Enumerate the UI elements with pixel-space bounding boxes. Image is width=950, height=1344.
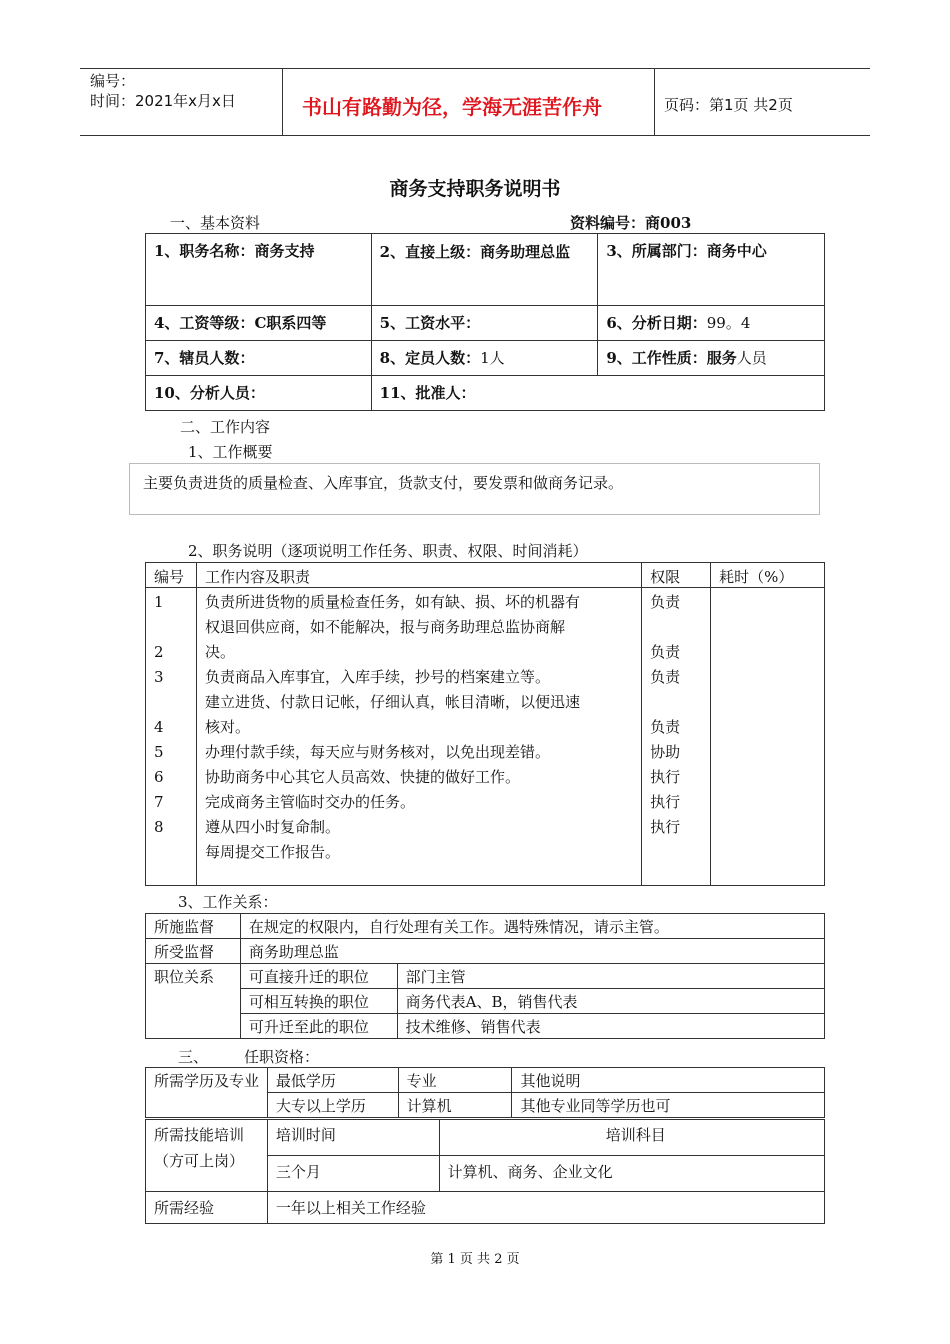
duty-number: 6 <box>154 768 164 786</box>
duty-authority-cell <box>642 588 711 886</box>
duty-content-cell <box>196 588 641 886</box>
supervised-label: 所受监督 <box>146 939 241 964</box>
edu-major-value: 计算机 <box>398 1093 512 1118</box>
salary-level-cell: 5、工资水平： <box>371 306 598 341</box>
duty-line: 权退回供应商，如不能解决，报与商务助理总监协商解 <box>204 618 565 636</box>
duty-number: 8 <box>154 818 164 836</box>
duty-authority: 负责 <box>650 668 681 686</box>
duty-time-cell <box>711 588 825 886</box>
edu-header-major: 专业 <box>398 1068 512 1093</box>
header-divider <box>282 68 283 135</box>
duty-authority <box>650 615 710 640</box>
duties-header-time: 耗时（%） <box>711 563 825 588</box>
work-nature-cell <box>598 341 825 376</box>
duty-number: 4 <box>154 718 164 736</box>
duty-authority: 协助 <box>650 743 681 761</box>
training-header-time: 培训时间 <box>267 1120 439 1156</box>
edu-label: 所需学历及专业 <box>146 1068 268 1118</box>
duty-number <box>154 615 196 640</box>
department-cell: 3、所属部门：商务中心 <box>598 234 825 306</box>
training-header-subject: 培训科目 <box>439 1120 824 1156</box>
supervise-text: 在规定的权限内，自行处理有关工作。遇特殊情况，请示主管。 <box>240 914 824 939</box>
document-title: 商务支持职务说明书 <box>389 178 561 200</box>
duty-line: 遵从四小时复命制。 <box>204 818 340 836</box>
section2-heading: 二、工作内容 <box>180 418 271 436</box>
duty-number: 3 <box>154 668 164 686</box>
training-subject-value: 计算机、商务、企业文化 <box>439 1156 824 1192</box>
edu-other-value: 其他专业同等学历也可 <box>512 1093 825 1118</box>
position-key: 可升迁至此的职位 <box>240 1014 397 1039</box>
subordinates-cell: 7、辖员人数： <box>146 341 372 376</box>
position-key: 可相互转换的职位 <box>240 989 397 1014</box>
duties-table <box>145 562 825 886</box>
duty-authority: 负责 <box>650 593 681 611</box>
work-nature-suffix: 人员 <box>736 349 767 367</box>
page-indicator: 页码：第1页 共2页 <box>664 96 793 114</box>
experience-label: 所需经验 <box>146 1192 268 1224</box>
duty-number: 2 <box>154 643 164 661</box>
position-value: 商务代表A、B，销售代表 <box>397 989 824 1014</box>
duty-line: 核对。 <box>204 718 250 736</box>
supervised-text: 商务助理总监 <box>240 939 824 964</box>
salary-grade-cell: 4、工资等级：C职系四等 <box>146 306 372 341</box>
duty-number: 5 <box>154 743 164 761</box>
overview-text: 主要负责进货的质量检查、入库事宜，货款支付，要发票和做商务记录。 <box>143 474 624 492</box>
supervise-label: 所施监督 <box>146 914 241 939</box>
analysis-date-cell <box>598 306 825 341</box>
overview-box <box>129 463 820 515</box>
basic-info-table <box>145 233 825 411</box>
page-footer: 第 1 页 共 2 页 <box>430 1252 520 1267</box>
header-motto: 书山有路勤为径，学海无涯苦作舟 <box>302 95 602 119</box>
position-label: 职位关系 <box>146 964 241 1039</box>
headcount-label: 8、定员人数： <box>379 349 481 367</box>
position-value: 部门主管 <box>397 964 824 989</box>
duty-line: 决。 <box>204 643 235 661</box>
relations-heading: 3、工作关系： <box>178 893 278 911</box>
duties-header-authority: 权限 <box>642 563 711 588</box>
duty-number: 7 <box>154 793 164 811</box>
analyst-cell: 10、分析人员： <box>146 376 372 411</box>
qualifications-table-experience <box>145 1191 825 1224</box>
duty-authority: 执行 <box>650 793 681 811</box>
headcount-cell <box>371 341 598 376</box>
qualifications-table-training <box>145 1119 825 1192</box>
work-nature-label: 9、工作性质：服务 <box>606 349 737 367</box>
qualifications-table-edu <box>145 1067 825 1118</box>
superior-cell: 2、直接上级：商务助理总监 <box>371 234 598 306</box>
doc-code-label: 编号： <box>90 72 136 90</box>
doc-time-label: 时间：2021年x月x日 <box>90 92 236 110</box>
duty-line: 负责所进货物的质量检查任务，如有缺、损、坏的机器有 <box>204 593 580 611</box>
duty-line: 建立进货、付款日记帐，仔细认真，帐目清晰，以便迅速 <box>204 693 580 711</box>
section3-heading-number: 三、 <box>178 1048 209 1066</box>
empty-cell <box>598 376 825 411</box>
reference-number: 资料编号：商003 <box>570 214 692 232</box>
duty-line: 每周提交工作报告。 <box>204 843 340 861</box>
duty-line: 完成商务主管临时交办的任务。 <box>204 793 415 811</box>
section1-heading: 一、基本资料 <box>170 214 261 232</box>
header-divider <box>654 68 655 135</box>
edu-header-min: 最低学历 <box>267 1068 398 1093</box>
section3-heading-text: 任职资格： <box>244 1048 320 1066</box>
duties-header-no: 编号 <box>146 563 197 588</box>
duty-authority <box>650 690 710 715</box>
overview-heading: 1、工作概要 <box>188 443 273 461</box>
duty-authority: 执行 <box>650 818 681 836</box>
duty-authority: 负责 <box>650 718 681 736</box>
duties-header-content: 工作内容及职责 <box>196 563 641 588</box>
approver-cell: 11、批准人： <box>371 376 598 411</box>
position-value: 技术维修、销售代表 <box>397 1014 824 1039</box>
training-time-value: 三个月 <box>267 1156 439 1192</box>
duty-number: 1 <box>154 593 164 611</box>
duty-line: 负责商品入库事宜，入库手续，抄号的档案建立等。 <box>204 668 550 686</box>
relations-table <box>145 913 825 1039</box>
header-bottom-rule <box>80 135 870 136</box>
training-label-line1: 所需技能培训 <box>154 1126 245 1144</box>
position-key: 可直接升迁的职位 <box>240 964 397 989</box>
duty-authority: 负责 <box>650 643 681 661</box>
analysis-date-value: 99。4 <box>706 314 751 332</box>
headcount-value: 1人 <box>480 349 505 367</box>
duty-authority: 执行 <box>650 768 681 786</box>
duty-line: 协助商务中心其它人员高效、快捷的做好工作。 <box>204 768 520 786</box>
header-top-rule <box>80 68 870 69</box>
experience-value: 一年以上相关工作经验 <box>267 1192 824 1224</box>
duty-numbers-cell <box>146 588 197 886</box>
duty-line: 办理付款手续，每天应与财务核对，以免出现差错。 <box>204 743 550 761</box>
job-name-cell: 1、职务名称：商务支持 <box>146 234 372 306</box>
duties-heading: 2、职务说明（逐项说明工作任务、职责、权限、时间消耗） <box>188 542 588 560</box>
duty-number <box>154 690 196 715</box>
training-label-line2: （方可上岗） <box>154 1152 245 1170</box>
training-label <box>146 1120 268 1192</box>
edu-header-other: 其他说明 <box>512 1068 825 1093</box>
analysis-date-label: 6、分析日期： <box>606 314 707 332</box>
edu-min-value: 大专以上学历 <box>267 1093 398 1118</box>
